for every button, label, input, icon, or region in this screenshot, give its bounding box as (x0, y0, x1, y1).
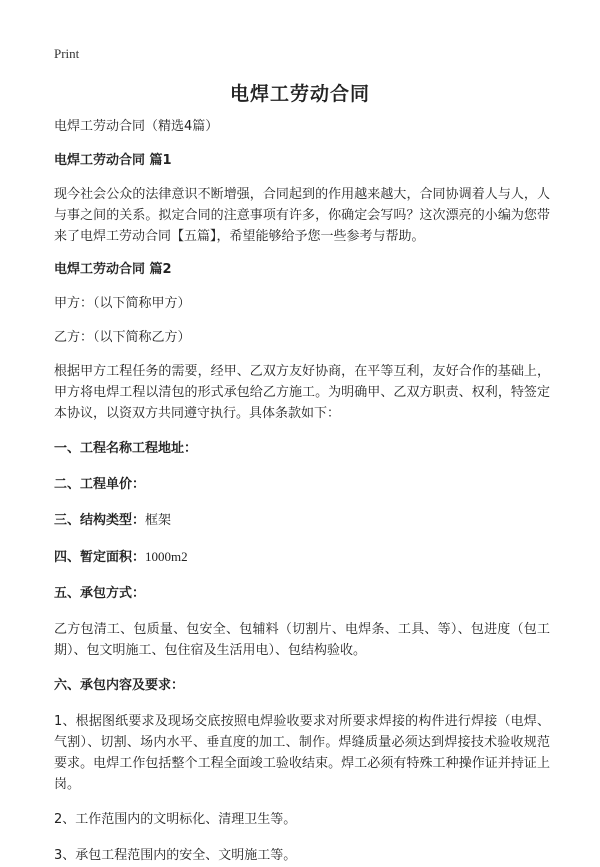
contract-intro: 根据甲方工程任务的需要，经甲、乙双方友好协商，在平等互利，友好合作的基础上，甲方将电焊工程以清包的形式承包给乙方施工。为明确甲、乙双方职责、权利，特签定本协议，以资双方共同遵守执行。具体条款如下： (54, 364, 550, 421)
party-b-line: 乙方：（以下简称乙方） (54, 330, 191, 345)
clause-3 (54, 510, 550, 532)
chapter1-heading: 电焊工劳动合同 篇1 (54, 153, 172, 168)
clause-2-label: 二、工程单价： (54, 477, 146, 492)
clause-3-value: 框架 (145, 513, 172, 528)
requirement-2: 2、工作范围内的文明标化、清理卫生等。 (54, 812, 297, 827)
chapter2-heading: 电焊工劳动合同 篇2 (54, 262, 172, 277)
document-body (54, 116, 550, 867)
clause-4 (54, 546, 550, 569)
clause-1-label: 一、工程名称工程地址： (54, 441, 198, 456)
requirement-1: 1、根据图纸要求及现场交底按照电焊验收要求对所要求焊接的构件进行焊接（电焊、气割）、切割、场内水平、垂直度的加工、制作。焊缝质量必须达到焊接技术验收规范要求。电焊工作包括整个工程全面竣工验收结束。焊工必须有特殊工种操作证并持证上岗。 (54, 714, 550, 792)
clause-4-value: 1000m2 (145, 549, 188, 564)
clause-5-label: 五、承包方式： (54, 586, 146, 601)
document-title: 电焊工劳动合同 (229, 83, 370, 105)
party-a-line: 甲方：（以下简称甲方） (54, 296, 191, 311)
clause-5-text: 乙方包清工、包质量、包安全、包辅料（切割片、电焊条、工具、等）、包进度（包工期）、包文明施工、包住宿及生活用电）、包结构验收。 (54, 622, 550, 658)
requirement-3: 3、承包工程范围内的安全、文明施工等。 (54, 848, 297, 863)
clause-3-label: 三、结构类型： (54, 513, 146, 528)
chapter1-paragraph: 现今社会公众的法律意识不断增强，合同起到的作用越来越大，合同协调着人与人，人与事之间的关系。拟定合同的注意事项有许多，你确定会写吗？这次漂亮的小编为您带来了电焊工劳动合同【五篇】，希望能够给予您一些参考与帮助。 (54, 187, 550, 244)
clause-4-label: 四、暂定面积： (54, 550, 146, 565)
document-subtitle: 电焊工劳动合同（精选4篇） (54, 119, 219, 134)
clause-6-label: 六、承包内容及要求： (54, 678, 185, 693)
print-label: Print (54, 46, 80, 61)
